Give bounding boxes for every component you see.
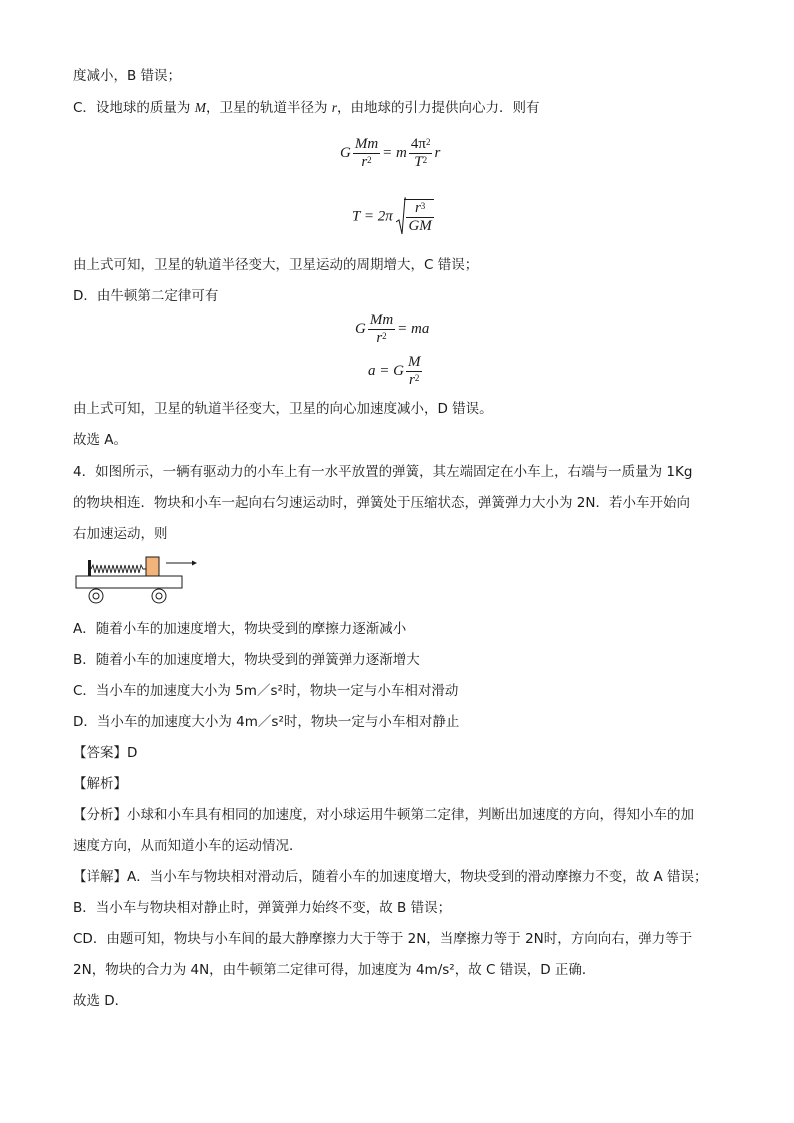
cart-spring-diagram bbox=[72, 552, 202, 608]
prev-d-intro: D．由牛顿第二定律可有 bbox=[73, 288, 219, 304]
prev-choose: 故选 A。 bbox=[73, 432, 128, 448]
option-d: D．当小车的加速度大小为 4m／s²时，物块一定与小车相对静止 bbox=[73, 714, 460, 730]
xiangjie-line-1: 【详解】A．当小车与物块相对滑动后，随着小车的加速度增大，物块受到的滑动摩擦力不变，故 A 错误； bbox=[73, 869, 708, 885]
fenxi-line-2: 速度方向，从而知道小车的运动情况． bbox=[73, 838, 303, 854]
equation-gravity-period: G $\frac{Mm}{r^2}$ = m $\frac{4\pi^2}{T^2}$ r bbox=[340, 136, 441, 170]
prev-c-intro: C．设地球的质量为 M，卫星的轨道半径为 r，由地球的引力提供向心力．则有 bbox=[73, 100, 540, 116]
question-4-line-1: 4．如图所示，一辆有驱动力的小车上有一水平放置的弹簧，其左端固定在小车上，右端与一质量为 1Kg bbox=[73, 464, 693, 480]
arrow-head-icon bbox=[192, 561, 197, 566]
option-b: B．随着小车的加速度增大，物块受到的弹簧弹力逐渐增大 bbox=[73, 652, 420, 668]
xiangjie-line-3: CD．由题可知，物块与小车间的最大静摩擦力大于等于 2N，当摩擦力等于 2N时，方向向右，弹力等于 bbox=[73, 931, 693, 947]
option-c: C．当小车的加速度大小为 5m／s²时，物块一定与小车相对滑动 bbox=[73, 683, 459, 699]
cart-left-wall bbox=[88, 560, 91, 576]
answer bbox=[73, 743, 137, 763]
prev-b-conclusion: 度减小，B 错误； bbox=[73, 68, 182, 84]
xiangjie-choose: 故选 D． bbox=[73, 993, 129, 1009]
xiangjie-line-4: 2N，物块的合力为 4N，由牛顿第二定律可得，加速度为 4m/s²，故 C 错误，D 正确． bbox=[73, 962, 596, 978]
answer-label: 【答案】 bbox=[73, 745, 127, 761]
fenxi-line-1: 【分析】小球和小车具有相同的加速度，对小球运用牛顿第二定律，判断出加速度的方向，得知小车的加 bbox=[73, 807, 694, 823]
equation-newton-second-law: G $\frac{Mm}{r^2}$ = ma bbox=[355, 312, 430, 346]
equation-acceleration: a = G $\frac{M}{r^2}$ bbox=[368, 354, 421, 388]
option-a: A．随着小车的加速度增大，物块受到的摩擦力逐渐减小 bbox=[73, 621, 407, 637]
spring bbox=[91, 565, 146, 573]
block bbox=[146, 557, 159, 576]
question-4-line-2: 的物块相连．物块和小车一起向右匀速运动时，弹簧处于压缩状态，弹簧弹力大小为 2N．若小车开始向 bbox=[73, 495, 690, 511]
answer-value: D bbox=[127, 745, 138, 761]
prev-d-conclusion: 由上式可知，卫星的轨道半径变大，卫星的向心加速度减小，D 错误。 bbox=[73, 401, 493, 417]
prev-c-conclusion: 由上式可知，卫星的轨道半径变大，卫星运动的周期增大，C 错误； bbox=[73, 257, 479, 273]
question-4-line-3: 右加速运动，则 bbox=[73, 526, 168, 542]
cart-body bbox=[76, 576, 182, 588]
equation-period: T = 2π $\frac{r^3}{GM}$ bbox=[352, 196, 436, 238]
xiangjie-line-2: B．当小车与物块相对静止时，弹簧弹力始终不变，故 B 错误； bbox=[73, 900, 452, 916]
analysis-label: 【解析】 bbox=[73, 776, 127, 792]
